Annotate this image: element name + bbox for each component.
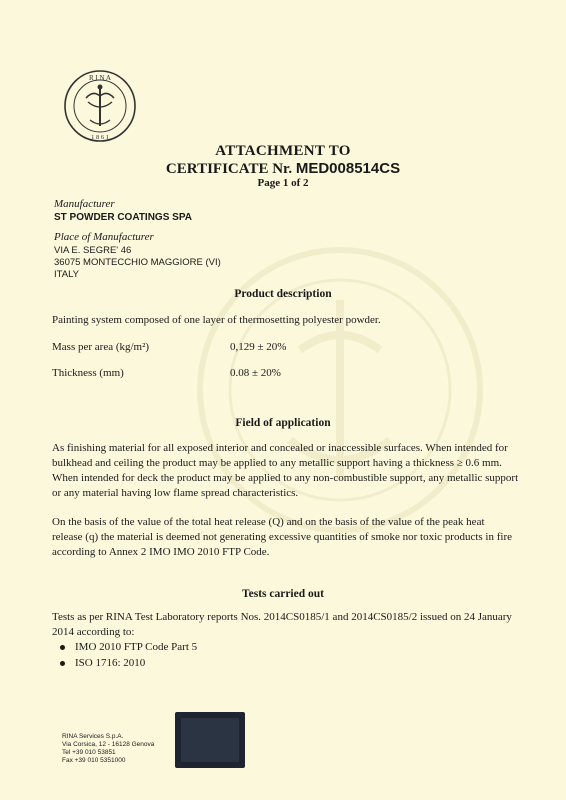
mass-label: Mass per area (kg/m²): [52, 341, 150, 353]
hologram-stamp: [175, 712, 245, 768]
place-label: Place of Manufacturer: [54, 231, 154, 243]
tests-line2: 2014 according to:: [52, 626, 135, 638]
field-paragraph-1: [52, 441, 518, 501]
manufacturer-label: Manufacturer: [54, 198, 115, 210]
field-p2-line1: On the basis of the value of the total heat release (Q) and on the basis of the value of the peak heat: [52, 516, 485, 528]
field-p1-line2: bulkhead and ceiling the product may be applied to any metallic support having a thickness ≥ 0.6 mm.: [52, 457, 502, 469]
seal-year: 1 8 6 1: [91, 134, 109, 141]
footer-street: Via Corsica, 12 - 16128 Genova: [62, 741, 155, 748]
field-p1-line3: When intended for deck the product may be applied to any non-combustible support, any metallic support: [52, 472, 519, 484]
thickness-value: 0.08 ± 20%: [230, 367, 281, 379]
manufacturer-name: ST POWDER COATINGS SPA: [54, 212, 192, 223]
field-paragraph-2: [52, 515, 512, 560]
tests-paragraph: [52, 610, 512, 640]
tests-line1: Tests as per RINA Test Laboratory reports Nos. 2014CS0185/1 and 2014CS0185/2 issued on 24 January: [52, 611, 512, 623]
tests-item-label: IMO 2010 FTP Code Part 5: [75, 641, 198, 653]
place-line3: ITALY: [54, 269, 79, 280]
tests-heading: Tests carried out: [242, 588, 324, 600]
product-heading: Product description: [234, 288, 332, 300]
certificate-number: MED008514CS: [295, 160, 401, 177]
bullet-icon: [60, 645, 65, 650]
field-p2-line2: release (q) the material is deemed not generating excessive quantities of smoke nor toxic products in fire: [52, 531, 513, 543]
field-p1-line1: As finishing material for all exposed interior and concealed or inaccessible surfaces. When intended for: [52, 442, 508, 454]
footer-address: [62, 733, 154, 765]
rina-seal-icon: [62, 68, 138, 144]
product-description: Painting system composed of one layer of thermosetting polyester powder.: [52, 314, 381, 326]
attachment-title: ATTACHMENT TO: [215, 143, 351, 159]
hologram-inner: [181, 718, 239, 762]
certificate-number-line: [0, 160, 566, 178]
place-line1: VIA E. SEGRE' 46: [54, 245, 132, 256]
page-indicator: Page 1 of 2: [257, 177, 309, 189]
bullet-icon: [60, 661, 65, 666]
thickness-label: Thickness (mm): [52, 367, 124, 379]
tests-item-label: ISO 1716: 2010: [75, 657, 146, 669]
tests-item-1: [60, 640, 197, 655]
tests-item-2: [60, 656, 145, 671]
field-heading: Field of application: [235, 417, 331, 429]
seal-top-text: R I N A: [89, 74, 111, 82]
mass-value: 0,129 ± 20%: [230, 341, 287, 353]
field-p2-line3: according to Annex 2 IMO IMO 2010 FTP Code.: [52, 546, 270, 558]
certificate-prefix: CERTIFICATE Nr.: [165, 161, 293, 177]
footer-fax: Fax +39 010 5351000: [62, 757, 126, 764]
footer-tel: Tel +39 010 53851: [62, 749, 116, 756]
field-p1-line4: or any material having low flame spread characteristics.: [52, 487, 299, 499]
place-line2: 36075 MONTECCHIO MAGGIORE (VI): [54, 257, 221, 268]
footer-company: RINA Services S.p.A.: [62, 733, 124, 740]
